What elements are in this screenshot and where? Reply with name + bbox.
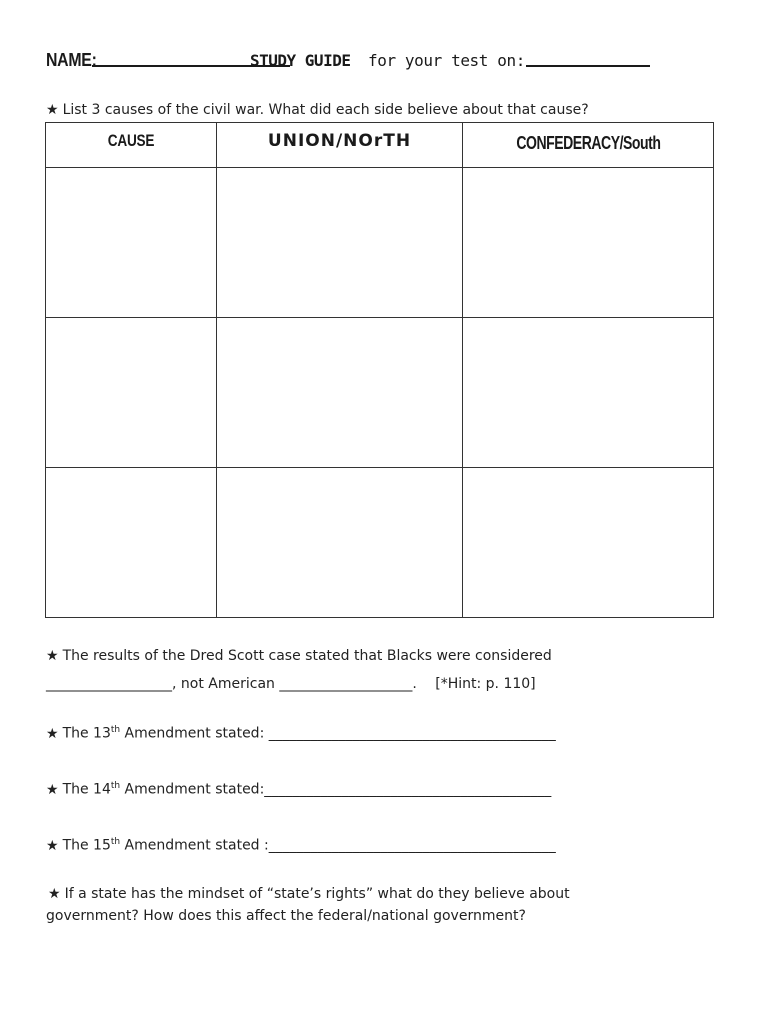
states-rights-question-line-1 [48, 886, 570, 902]
star-icon: ★ [46, 837, 59, 854]
amendment-15-blank[interactable]: _________________________________________ [268, 837, 556, 854]
amendment-15-question [46, 837, 556, 854]
confederacy-cell[interactable] [463, 318, 714, 468]
union-cell[interactable] [217, 468, 463, 618]
amendment-14-blank[interactable]: _________________________________________ [264, 781, 552, 798]
star-icon: ★ [48, 886, 61, 902]
causes-prompt-text: List 3 causes of the civil war. What did each side believe about that cause? [62, 102, 589, 118]
states-rights-text-2: government? How does this affect the federal/national government? [46, 908, 526, 924]
dred-scott-hint: [*Hint: p. 110] [435, 676, 536, 692]
states-rights-question-line-2 [46, 908, 526, 924]
dred-scott-middle-text: , not American [172, 676, 275, 692]
amendment-15-suffix: th [110, 837, 121, 847]
star-icon: ★ [46, 648, 59, 664]
star-icon: ★ [46, 781, 59, 798]
union-cell[interactable] [217, 168, 463, 318]
header-confederacy-label: CONFEDERACY/South [515, 132, 661, 153]
table-row [46, 168, 714, 318]
amendment-14-label: Amendment stated: [120, 781, 265, 798]
table-row [46, 318, 714, 468]
star-icon: ★ [46, 102, 59, 118]
amendment-14-question [46, 781, 551, 798]
amendment-15-label: Amendment stated : [120, 837, 269, 854]
cause-cell[interactable] [46, 318, 217, 468]
test-topic-blank-line[interactable] [526, 65, 650, 67]
dred-scott-text: The results of the Dred Scott case stated that Blacks were considered [62, 648, 552, 664]
cause-cell[interactable] [46, 168, 217, 318]
amendment-13-suffix: th [110, 725, 121, 735]
table-header-row [46, 123, 714, 168]
header-union [217, 123, 463, 168]
header-cause [46, 123, 217, 168]
causes-table [45, 122, 714, 618]
test-on-label: for your test on: [368, 51, 525, 70]
amendment-14-number: The 14 [62, 781, 111, 798]
amendment-13-blank[interactable]: _________________________________________ [268, 725, 556, 742]
dred-scott-blank-1[interactable]: __________________ [46, 676, 172, 692]
union-cell[interactable] [217, 318, 463, 468]
amendment-13-number: The 13 [62, 725, 111, 742]
amendment-14-suffix: th [110, 781, 121, 791]
confederacy-cell[interactable] [463, 168, 714, 318]
name-label: NAME: [46, 50, 97, 70]
study-guide-title: STUDY GUIDE [250, 51, 351, 70]
amendment-13-label: Amendment stated: [120, 725, 269, 742]
dred-scott-question [46, 648, 552, 664]
header-cause-label: CAUSE [107, 131, 155, 150]
amendment-13-question [46, 725, 556, 742]
dred-scott-blank-2[interactable]: ___________________ [279, 676, 413, 692]
worksheet-header [46, 46, 726, 76]
cause-cell[interactable] [46, 468, 217, 618]
dred-scott-period: . [412, 676, 417, 692]
star-icon: ★ [46, 725, 59, 742]
confederacy-cell[interactable] [463, 468, 714, 618]
header-confederacy [463, 123, 714, 168]
header-union-label: UNION/NOrTH [267, 131, 412, 151]
causes-prompt [46, 102, 589, 118]
amendment-15-number: The 15 [62, 837, 111, 854]
states-rights-text-1: If a state has the mindset of “state’s rights” what do they believe about [64, 886, 570, 902]
table-row [46, 468, 714, 618]
dred-scott-answer-line [46, 676, 536, 692]
